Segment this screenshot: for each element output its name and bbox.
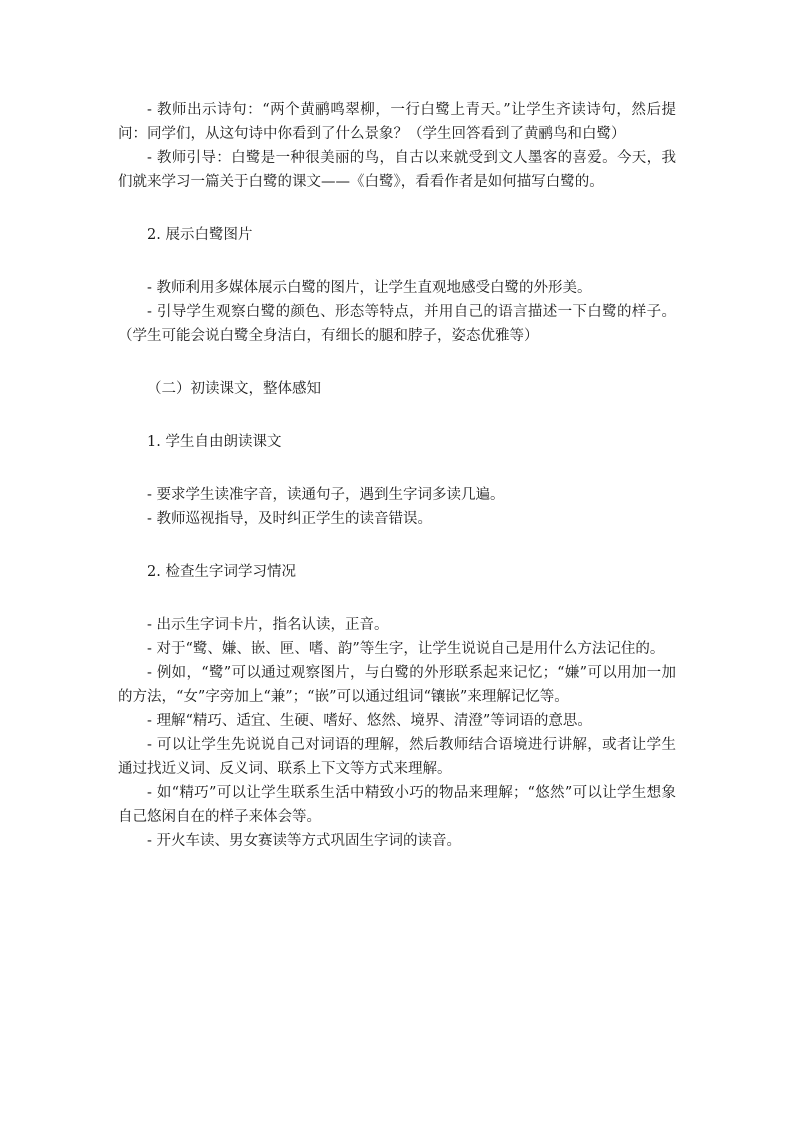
document-body [118,98,676,853]
spacer [118,348,676,377]
spacer [118,584,676,613]
paragraph-observe-egret: - 引导学生观察白鹭的颜色、形态等特点，并用自己的语言描述一下白鹭的样子。（学生可能会说白鹭全身洁白，有细长的腿和脖子，姿态优雅等） [118,304,676,344]
paragraph-memory-examples: - 例如，“鹭”可以通过观察图片，与白鹭的外形联系起来记忆；“嫌”可以用加一加的方法，“女”字旁加上“兼”；“嵌”可以通过组词“镶嵌”来理解记忆等。 [118,665,676,705]
paragraph-show-poem: - 教师出示诗句：“两个黄鹂鸣翠柳，一行白鹭上青天。”让学生齐读诗句，然后提问：同学们，从这句诗中你看到了什么景象？（学生回答看到了黄鹂鸟和白鹭） [118,102,676,142]
paragraph-word-examples: - 如“精巧”可以让学生联系生活中精致小巧的物品来理解；“悠然”可以让学生想象自己悠闲自在的样子来体会等。 [118,785,676,825]
section-heading-check-vocabulary: 2. 检查生字词学习情况 [147,564,296,580]
paragraph-word-cards: - 出示生字词卡片，指名认读，正音。 [147,617,389,633]
section-heading-show-pictures: 2. 展示白鹭图片 [147,227,253,243]
paragraph-multimedia: - 教师利用多媒体展示白鹭的图片，让学生直观地感受白鹭的外形美。 [147,280,592,296]
spacer [118,531,676,560]
section-heading-first-reading: （二）初读课文，整体感知 [147,381,321,397]
spacer [118,454,676,483]
paragraph-teacher-patrol: - 教师巡视指导，及时纠正学生的读音错误。 [147,511,433,527]
paragraph-consolidate-reading: - 开火车读、男女赛读等方式巩固生字词的读音。 [147,833,462,849]
paragraph-understand-words: - 理解“精巧、适宜、生硬、嗜好、悠然、境界、清澄”等词语的意思。 [147,713,592,729]
paragraph-teacher-guide: - 教师引导：白鹭是一种很美丽的鸟，自古以来就受到文人墨客的喜爱。今天，我们就来学习一篇关于白鹭的课文——《白鹭》，看看作者是如何描写白鹭的。 [118,150,676,190]
section-heading-free-reading: 1. 学生自由朗读课文 [147,434,282,450]
paragraph-read-accurately: - 要求学生读准字音，读通句子，遇到生字词多读几遍。 [147,487,505,503]
paragraph-new-characters: - 对于“鹭、嫌、嵌、匣、嗜、韵”等生字，让学生说说自己是用什么方法记住的。 [147,641,665,657]
paragraph-explain-words: - 可以让学生先说说自己对词语的理解，然后教师结合语境进行讲解，或者让学生通过找近义词、反义词、联系上下文等方式来理解。 [118,737,676,777]
spacer [118,401,676,430]
spacer [118,194,676,223]
spacer [118,247,676,276]
